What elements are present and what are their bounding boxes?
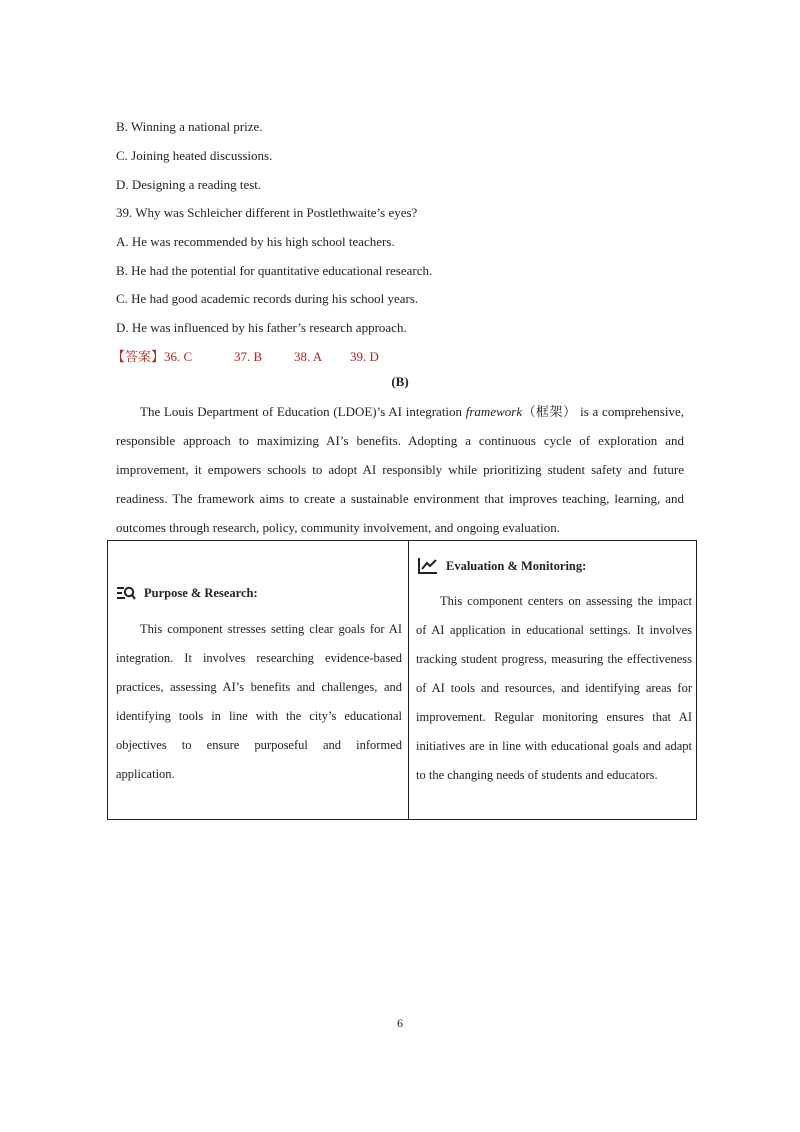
line-chart-icon — [418, 557, 438, 575]
answer-36: 36. C — [164, 349, 193, 364]
left-title-text: Purpose & Research: — [144, 585, 258, 600]
left-column-title — [116, 585, 258, 601]
answer-key — [112, 349, 379, 365]
answer-label: 【答案】 — [112, 349, 165, 364]
q39-option-b: B. He had the potential for quantitative educational research. — [116, 263, 433, 278]
answer-38: 38. A — [294, 349, 323, 364]
para-before: The Louis Department of Education (LDOE)’s AI integration — [140, 404, 466, 419]
left-column-text — [116, 615, 402, 789]
option-b-prev: B. Winning a national prize. — [116, 119, 263, 134]
right-column-text — [416, 587, 692, 790]
para-after: is a comprehensive, responsible approach to maximizing AI’s benefits. Adopting a continuous cycle of exploration and improvement, it empowers schools to adopt AI responsibly while prioritizing student safety and future readiness. The framework aims to create a sustainable environment that improves teaching, learning, and outcomes through research, policy, community involvement, and ongoing evaluation. — [116, 404, 684, 535]
q39-option-d: D. He was influenced by his father’s research approach. — [116, 320, 407, 335]
right-text-content: This component centers on assessing the impact of AI application in educational settings. It involves tracking student progress, measuring the effectiveness of AI tools and resources, and identifying areas for improvement. Regular monitoring ensures that AI initiatives are in line with educational goals and adapt to the changing needs of students and educators. — [416, 594, 692, 782]
question-39: 39. Why was Schleicher different in Postlethwaite’s eyes? — [116, 205, 418, 220]
para-term: framework — [465, 404, 523, 419]
left-text-content: This component stresses setting clear goals for AI integration. It involves researching evidence-based practices, assessing AI’s benefits and challenges, and identifying tools in line with the city’s educational objectives to ensure purposeful and informed application. — [116, 622, 402, 781]
answer-39: 39. D — [350, 349, 379, 364]
framework-table — [107, 540, 697, 820]
right-column-title — [418, 557, 586, 575]
passage-paragraph — [116, 397, 684, 542]
right-title-text: Evaluation & Monitoring: — [446, 558, 587, 573]
option-c-prev: C. Joining heated discussions. — [116, 148, 273, 163]
section-heading: (B) — [391, 374, 409, 389]
q39-option-a: A. He was recommended by his high school teachers. — [116, 234, 395, 249]
list-search-icon — [116, 585, 136, 601]
option-d-prev: D. Designing a reading test. — [116, 177, 262, 192]
q39-option-c: C. He had good academic records during his school years. — [116, 291, 419, 306]
table-divider — [408, 541, 409, 819]
para-gloss: （框架） — [522, 404, 577, 419]
page-number: 6 — [397, 1016, 403, 1030]
answer-37: 37. B — [234, 349, 263, 364]
